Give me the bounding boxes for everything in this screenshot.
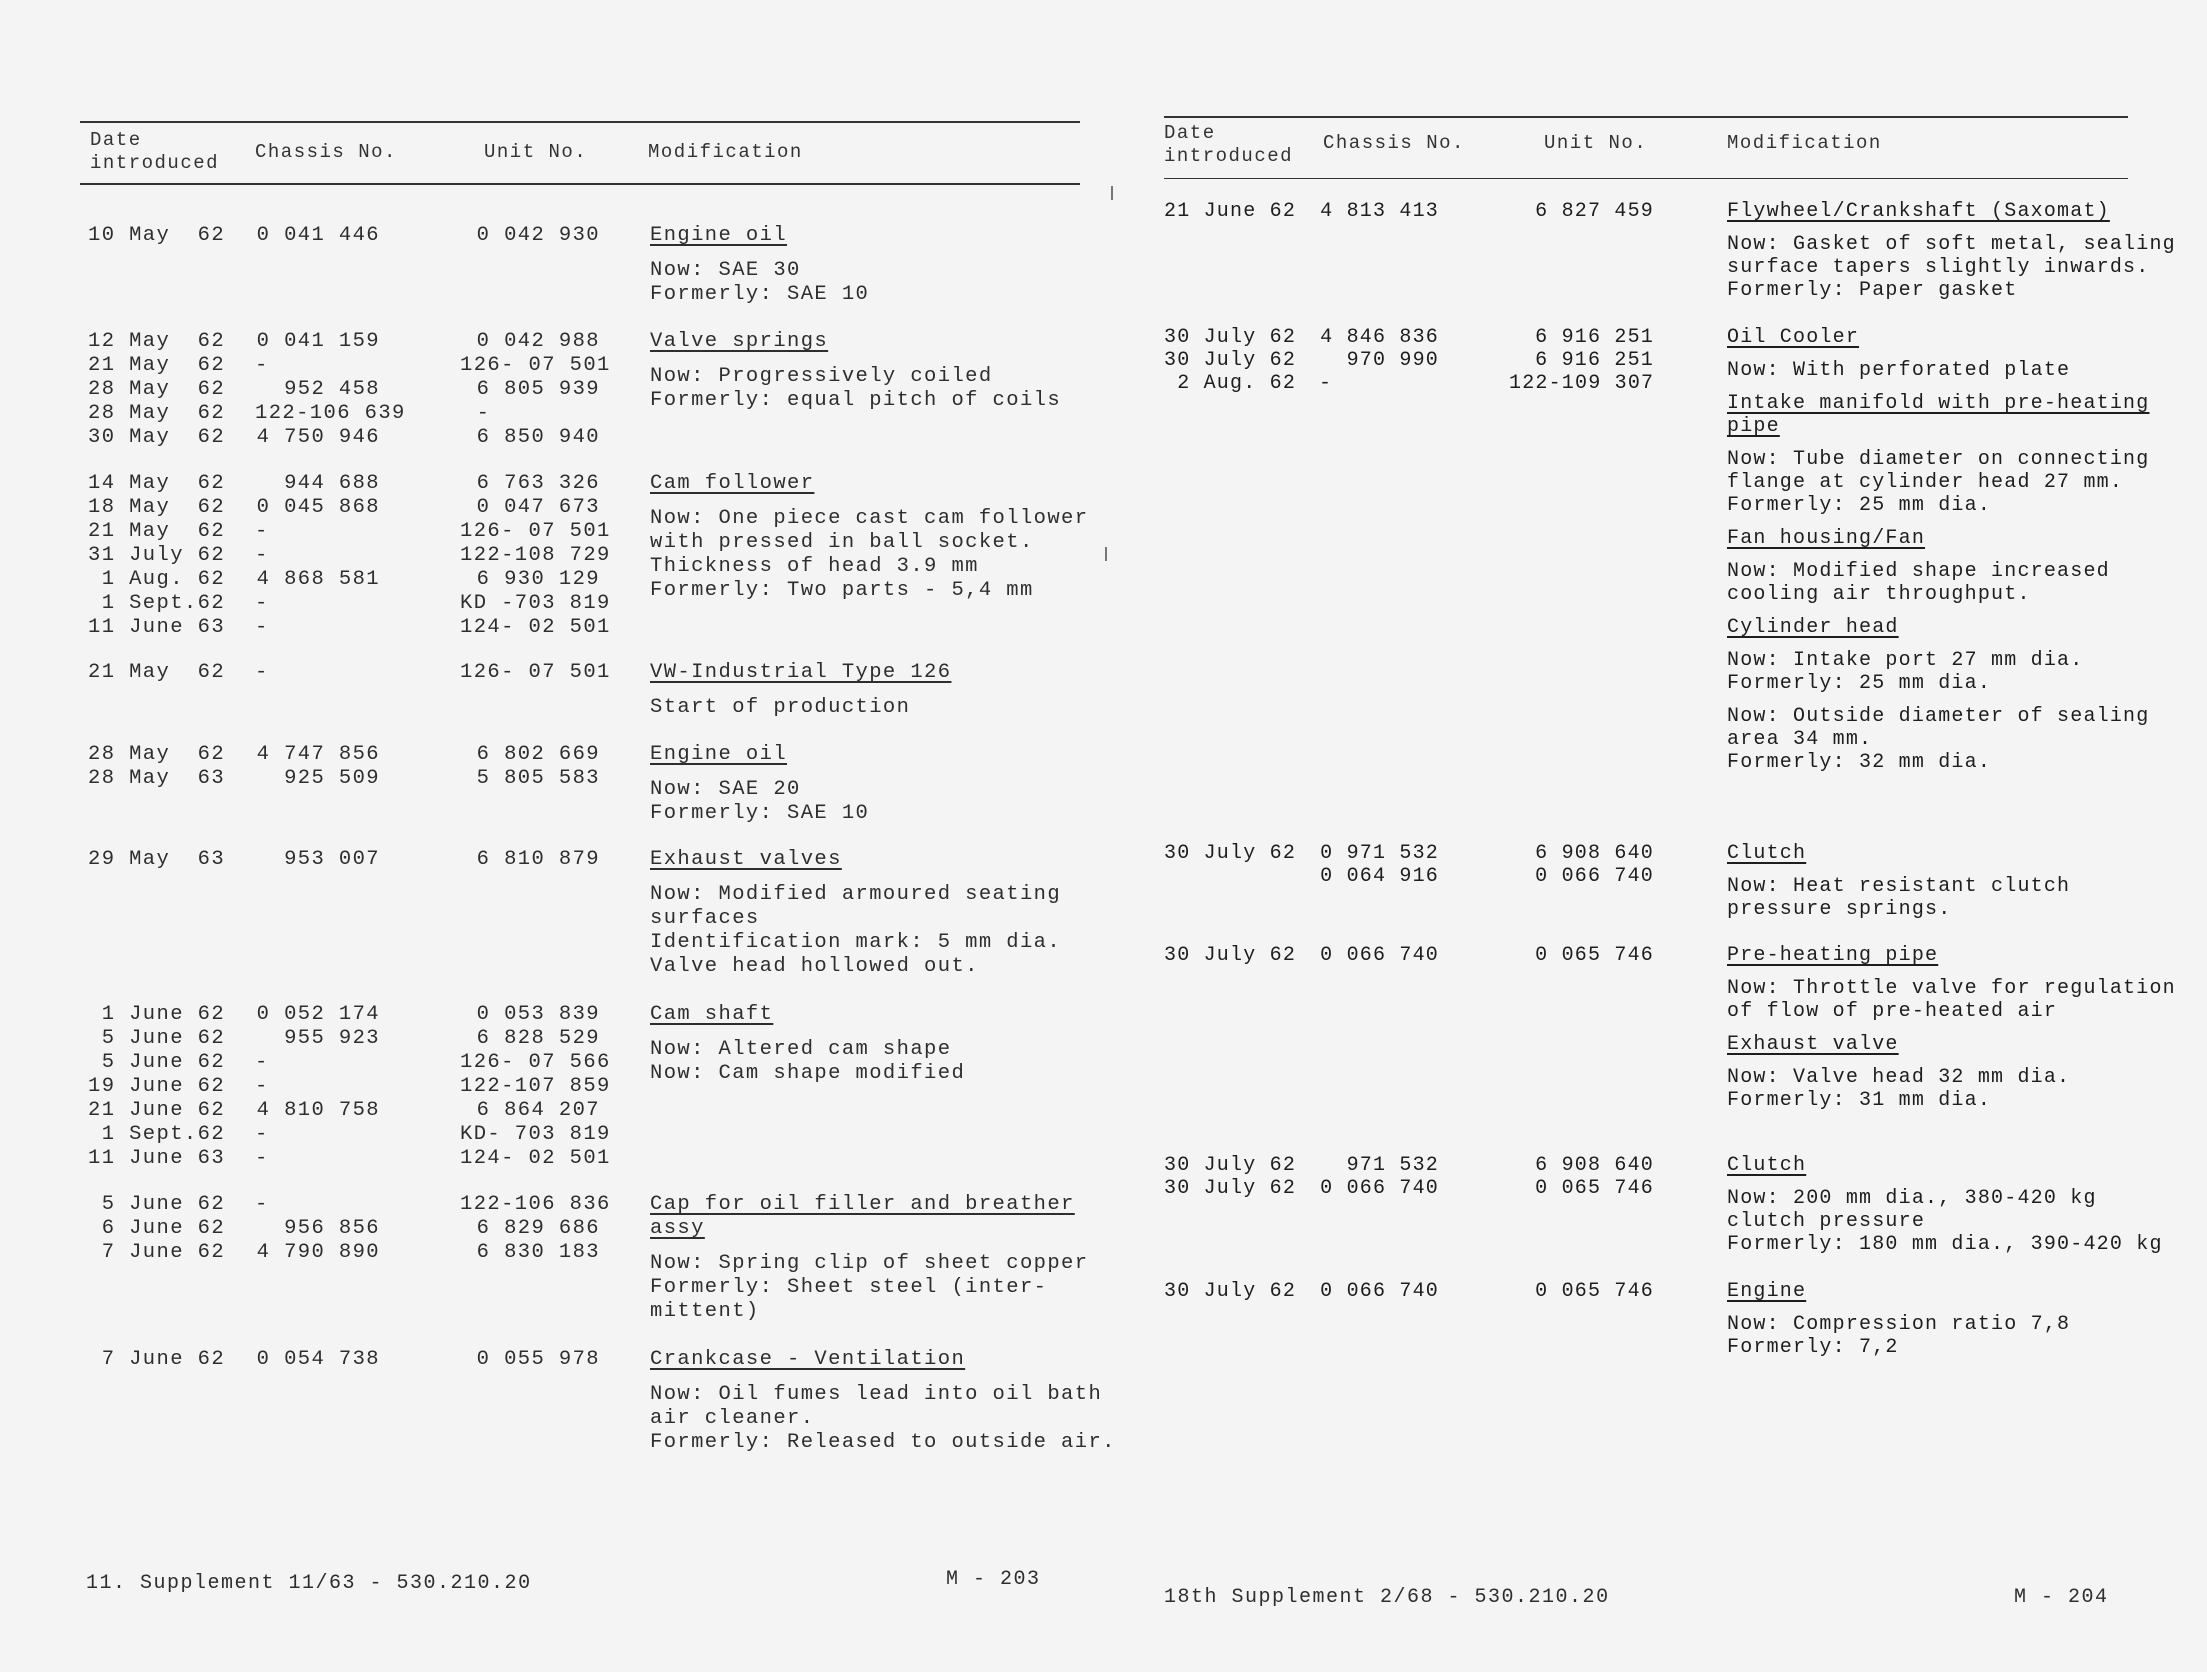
date-cell [88,224,230,248]
modification-cell [650,743,1080,826]
modification-note: Now: Intake port 27 mm dia. [1727,649,2084,672]
spacer [1727,606,2128,616]
modification-title: Cam shaft [650,1003,774,1026]
date-value: 2 Aug. 62 [1164,372,1297,395]
modification-cell [1727,944,2176,1112]
chassis-number: 4 750 946 [256,426,380,449]
modification-cell [650,1193,1089,1324]
chassis-cell [1319,1154,1439,1200]
unit-number: 122-109 307 [1509,372,1655,395]
modification-note: cooling air throughput. [1727,583,2031,606]
unit-cell [1509,326,1654,395]
page-number: M - 203 [946,1568,1041,1591]
modification-note: surfaces [650,907,760,930]
modification-note: Formerly: SAE 10 [650,802,870,825]
chassis-number: 956 856 [284,1217,380,1240]
modification-note: Formerly: 7,2 [1727,1336,1899,1359]
header-date: Date introduced [90,129,220,174]
modification-title: Crankcase - Ventilation [650,1348,966,1371]
chassis-cell [255,1003,406,1171]
modification-title: VW-Industrial Type 126 [650,661,952,684]
chassis-number: 4 810 758 [256,1099,380,1122]
chassis-number: 970 990 [1346,349,1439,372]
chassis-number: - [255,1075,406,1098]
modification-note: Now: Cam shape modified [650,1062,966,1085]
unit-number: 6 916 251 [1535,349,1654,372]
unit-cell [1509,944,1654,967]
unit-cell [460,1193,611,1265]
date-value: 1 Sept.62 [88,592,226,615]
unit-number: 0 065 746 [1535,1177,1654,1200]
modification-note: with pressed in ball socket. [650,531,1034,554]
date-value: 28 May 62 [88,378,226,401]
chassis-number: 0 066 740 [1320,1177,1439,1200]
spacer [1727,695,2128,705]
header-unit: Unit No. [1544,132,1648,154]
chassis-cell [1319,326,1465,395]
date-value: 5 June 62 [88,1193,226,1216]
modification-note: Now: Gasket of soft metal, sealing [1727,233,2176,256]
date-cell [1164,200,1314,223]
spacer [1727,382,2128,392]
unit-number: 126- 07 566 [460,1051,611,1074]
unit-number: KD -703 819 [460,592,611,615]
unit-number: 5 805 583 [476,767,600,790]
date-cell [88,1193,230,1265]
modification-cell [1727,842,2128,921]
unit-number: 0 053 839 [476,1003,600,1026]
unit-number: 0 065 746 [1535,1280,1654,1303]
chassis-number: 0 045 868 [256,496,380,519]
modification-note: clutch pressure [1727,1210,1926,1233]
header-chassis: Chassis No. [1323,132,1465,154]
chassis-number: - [255,520,406,543]
modification-note: Now: Altered cam shape [650,1038,952,1061]
date-value: 28 May 62 [88,402,226,425]
chassis-number: 944 688 [284,472,380,495]
date-cell [88,330,230,450]
unit-number: 126- 07 501 [460,520,611,543]
chassis-number: - [255,1123,406,1146]
unit-cell [1509,1154,1654,1200]
chassis-number: 955 923 [284,1027,380,1050]
date-value: 30 July 62 [1164,1154,1297,1177]
modification-note: Now: SAE 20 [650,778,801,801]
modification-cell [1727,200,2176,302]
modification-cell [650,330,1080,413]
modification-note: Formerly: 180 mm dia., 390-420 kg [1727,1233,2163,1256]
date-value: 21 May 62 [88,520,226,543]
chassis-number: 0 066 740 [1320,944,1439,967]
unit-number: 0 042 988 [476,330,600,353]
chassis-number: 4 790 890 [256,1241,380,1264]
header-modification: Modification [648,141,803,163]
date-value: 18 May 62 [88,496,226,519]
date-value: 21 May 62 [88,354,226,377]
date-value: 30 July 62 [1164,842,1297,865]
modification-note: Now: 200 mm dia., 380-420 kg [1727,1187,2097,1210]
modification-title: Exhaust valves [650,848,842,871]
modification-title: Engine [1727,1280,1807,1303]
modification-note: Now: Modified armoured seating [650,883,1062,906]
modification-note: pressure springs. [1727,898,1952,921]
unit-number: 122-107 859 [460,1075,611,1098]
unit-number: 124- 02 501 [460,1147,611,1170]
unit-number: 0 065 746 [1535,944,1654,967]
modification-cell [1727,326,2150,774]
unit-cell [460,848,600,872]
chassis-number: 971 532 [1346,1154,1439,1177]
date-value: 29 May 63 [88,848,226,871]
unit-number: 6 828 529 [476,1027,600,1050]
chassis-number: - [255,1051,406,1074]
unit-number: 6 864 207 [476,1099,600,1122]
modification-note: Formerly: Released to outside air. [650,1431,1116,1454]
date-cell [1164,1280,1314,1303]
chassis-number: - [255,544,406,567]
chassis-number: 4 868 581 [256,568,380,591]
modification-note: Now: Outside diameter of sealing [1727,705,2150,728]
unit-number: 122-108 729 [460,544,611,567]
unit-number: 0 047 673 [476,496,600,519]
modification-note: mittent) [650,1300,760,1323]
modification-note: Valve head hollowed out. [650,955,979,978]
header-modification: Modification [1727,132,1882,154]
chassis-number: 4 747 856 [256,743,380,766]
modification-title: Valve springs [650,330,829,353]
unit-number: 6 916 251 [1535,326,1654,349]
chassis-cell [1319,1280,1439,1303]
unit-number: 124- 02 501 [460,616,611,639]
chassis-cell [255,224,380,248]
chassis-number: 0 041 446 [256,224,380,247]
modification-title: Exhaust valve [1727,1033,1899,1056]
right-page [1164,0,2176,1672]
modification-title: Flywheel/Crankshaft (Saxomat) [1727,200,2110,223]
unit-number: 6 830 183 [476,1241,600,1264]
modification-note: Now: SAE 30 [650,259,801,282]
modification-note: Formerly: 25 mm dia. [1727,494,1992,517]
modification-title: Engine oil [650,224,788,247]
date-value: 30 July 62 [1164,326,1297,349]
modification-note: Formerly: 25 mm dia. [1727,672,1992,695]
date-value: 30 July 62 [1164,1280,1297,1303]
date-value: 7 June 62 [88,1348,226,1371]
unit-number: - [476,402,600,425]
modification-title: Cylinder head [1727,616,1899,639]
unit-number: 6 850 940 [476,426,600,449]
unit-number: 0 042 930 [476,224,600,247]
chassis-cell [255,661,406,685]
unit-cell [1509,842,1654,888]
unit-cell [460,1003,611,1171]
table-header [1164,116,2128,179]
modification-title: Cam follower [650,472,815,495]
date-value: 21 June 62 [1164,200,1297,223]
date-value: 7 June 62 [88,1241,226,1264]
footer-supplement: 18th Supplement 2/68 - 530.210.20 [1164,1586,1610,1609]
date-value: 1 Aug. 62 [88,568,226,591]
date-value: 31 July 62 [88,544,226,567]
modification-title: Clutch [1727,842,1807,865]
date-cell [1164,1154,1314,1200]
modification-note: Thickness of head 3.9 mm [650,555,979,578]
date-cell [1164,326,1314,395]
modification-note: air cleaner. [650,1407,815,1430]
date-value: 11 June 63 [88,616,226,639]
modification-note: Formerly: 32 mm dia. [1727,751,1992,774]
modification-note: surface tapers slightly inwards. [1727,256,2150,279]
modification-title: Intake manifold with pre-heating pipe [1727,392,2150,438]
unit-number: 6 810 879 [476,848,600,871]
modification-note: Now: Spring clip of sheet copper [650,1252,1089,1275]
date-value: 30 July 62 [1164,944,1297,967]
modification-note: Formerly: 31 mm dia. [1727,1089,1992,1112]
date-value: 12 May 62 [88,330,226,353]
date-cell [1164,842,1314,865]
modification-cell [1727,1154,2163,1256]
modification-note: Formerly: Sheet steel (inter- [650,1276,1048,1299]
chassis-number: 0 052 174 [256,1003,380,1026]
chassis-cell [1319,842,1439,888]
modification-note: Formerly: Two parts - 5,4 mm [650,579,1034,602]
unit-number: 126- 07 501 [460,354,611,377]
modification-title: Oil Cooler [1727,326,1860,349]
modification-title: Clutch [1727,1154,1807,1177]
unit-cell [460,661,611,685]
header-chassis: Chassis No. [255,141,397,163]
unit-number: 6 930 129 [476,568,600,591]
modification-note: Now: Compression ratio 7,8 [1727,1313,2071,1336]
left-page [80,0,1116,1672]
chassis-cell [255,1193,406,1265]
modification-note: Formerly: equal pitch of coils [650,389,1062,412]
chassis-number: 0 064 916 [1320,865,1439,888]
margin-mark [1105,547,1107,561]
chassis-cell [255,472,406,640]
unit-number: 122-106 836 [460,1193,611,1216]
modification-note: Formerly: SAE 10 [650,283,870,306]
spacer [1727,1023,2128,1033]
date-value: 28 May 62 [88,743,226,766]
chassis-number: - [255,592,406,615]
chassis-number: 0 054 738 [256,1348,380,1371]
modification-cell [650,661,1080,720]
unit-number: KD- 703 819 [460,1123,611,1146]
chassis-number: 0 971 532 [1320,842,1439,865]
modification-cell [650,1348,1116,1455]
page-number: M - 204 [2014,1586,2109,1609]
header-unit: Unit No. [484,141,588,163]
chassis-number: 0 041 159 [256,330,380,353]
modification-cell [1727,1280,2128,1359]
chassis-cell [255,743,380,791]
margin-mark [1111,186,1113,200]
modification-note: Now: One piece cast cam follower [650,507,1089,530]
date-value: 1 June 62 [88,1003,226,1026]
unit-number: 126- 07 501 [460,661,611,684]
chassis-cell [255,330,406,450]
table-header [80,121,1080,185]
unit-number: 6 763 326 [476,472,600,495]
unit-cell [460,472,611,640]
modification-note: Identification mark: 5 mm dia. [650,931,1062,954]
footer-supplement: 11. Supplement 11/63 - 530.210.20 [86,1572,532,1595]
unit-number: 0 066 740 [1535,865,1654,888]
unit-number: 6 908 640 [1535,842,1654,865]
chassis-number: 925 509 [284,767,380,790]
modification-title: Pre-heating pipe [1727,944,1939,967]
modification-title: Engine oil [650,743,788,766]
modification-note: Now: With perforated plate [1727,359,2071,382]
date-value: 19 June 62 [88,1075,226,1098]
modification-note: Now: Oil fumes lead into oil bath [650,1383,1103,1406]
chassis-number: 0 066 740 [1320,1280,1439,1303]
unit-number: 6 805 939 [476,378,600,401]
date-value: 28 May 63 [88,767,226,790]
date-cell [1164,944,1314,967]
modification-note: Now: Progressively coiled [650,365,993,388]
chassis-number: - [255,661,406,684]
chassis-cell [1319,944,1439,967]
chassis-cell [255,1348,380,1372]
chassis-number: - [1319,372,1465,395]
unit-number: 6 802 669 [476,743,600,766]
date-value: 21 May 62 [88,661,226,684]
date-value: 11 June 63 [88,1147,226,1170]
modification-note: Formerly: Paper gasket [1727,279,2018,302]
modification-cell [650,224,1080,307]
modification-note: Now: Tube diameter on connecting [1727,448,2150,471]
date-cell [88,661,230,685]
date-value: 30 July 62 [1164,1177,1297,1200]
unit-number: 6 827 459 [1535,200,1654,223]
modification-title: Cap for oil filler and breather assy [650,1193,1075,1240]
modification-note: Now: Heat resistant clutch [1727,875,2071,898]
chassis-cell [1319,200,1439,223]
modification-note: of flow of pre-heated air [1727,1000,2058,1023]
chassis-number: 122-106 639 [255,402,406,425]
unit-cell [460,330,611,450]
date-cell [88,472,230,640]
unit-cell [460,743,600,791]
chassis-number: - [255,1147,406,1170]
modification-note: area 34 mm. [1727,728,1873,751]
date-cell [88,848,230,872]
date-value: 5 June 62 [88,1051,226,1074]
chassis-number: 952 458 [284,378,380,401]
unit-cell [460,1348,600,1372]
date-value: 10 May 62 [88,224,226,247]
chassis-number: 4 846 836 [1320,326,1439,349]
modification-cell [650,472,1089,603]
date-value: 14 May 62 [88,472,226,495]
unit-number: 6 908 640 [1535,1154,1654,1177]
modification-note: Now: Throttle valve for regulation [1727,977,2176,1000]
date-value: 5 June 62 [88,1027,226,1050]
date-cell [88,743,230,791]
chassis-number: - [255,616,406,639]
date-value: 30 May 62 [88,426,226,449]
modification-note: flange at cylinder head 27 mm. [1727,471,2124,494]
unit-number: 6 829 686 [476,1217,600,1240]
chassis-number: 953 007 [284,848,380,871]
date-value: 21 June 62 [88,1099,226,1122]
unit-cell [1509,200,1654,223]
modification-title: Fan housing/Fan [1727,527,1926,550]
date-value: 30 July 62 [1164,349,1297,372]
modification-note: Start of production [650,696,911,719]
modification-note: Now: Valve head 32 mm dia. [1727,1066,2071,1089]
date-cell [88,1003,230,1171]
unit-number: 0 055 978 [476,1348,600,1371]
header-date: Date introduced [1164,122,1294,167]
date-value: 6 June 62 [88,1217,226,1240]
modification-note: Now: Modified shape increased [1727,560,2110,583]
modification-cell [650,1003,1080,1086]
chassis-number: 4 813 413 [1320,200,1439,223]
unit-cell [460,224,600,248]
spacer [1727,517,2128,527]
date-value: 1 Sept.62 [88,1123,226,1146]
date-cell [88,1348,230,1372]
chassis-number: - [255,354,406,377]
chassis-number: - [255,1193,406,1216]
chassis-cell [255,848,380,872]
unit-cell [1509,1280,1654,1303]
modification-cell [650,848,1080,979]
